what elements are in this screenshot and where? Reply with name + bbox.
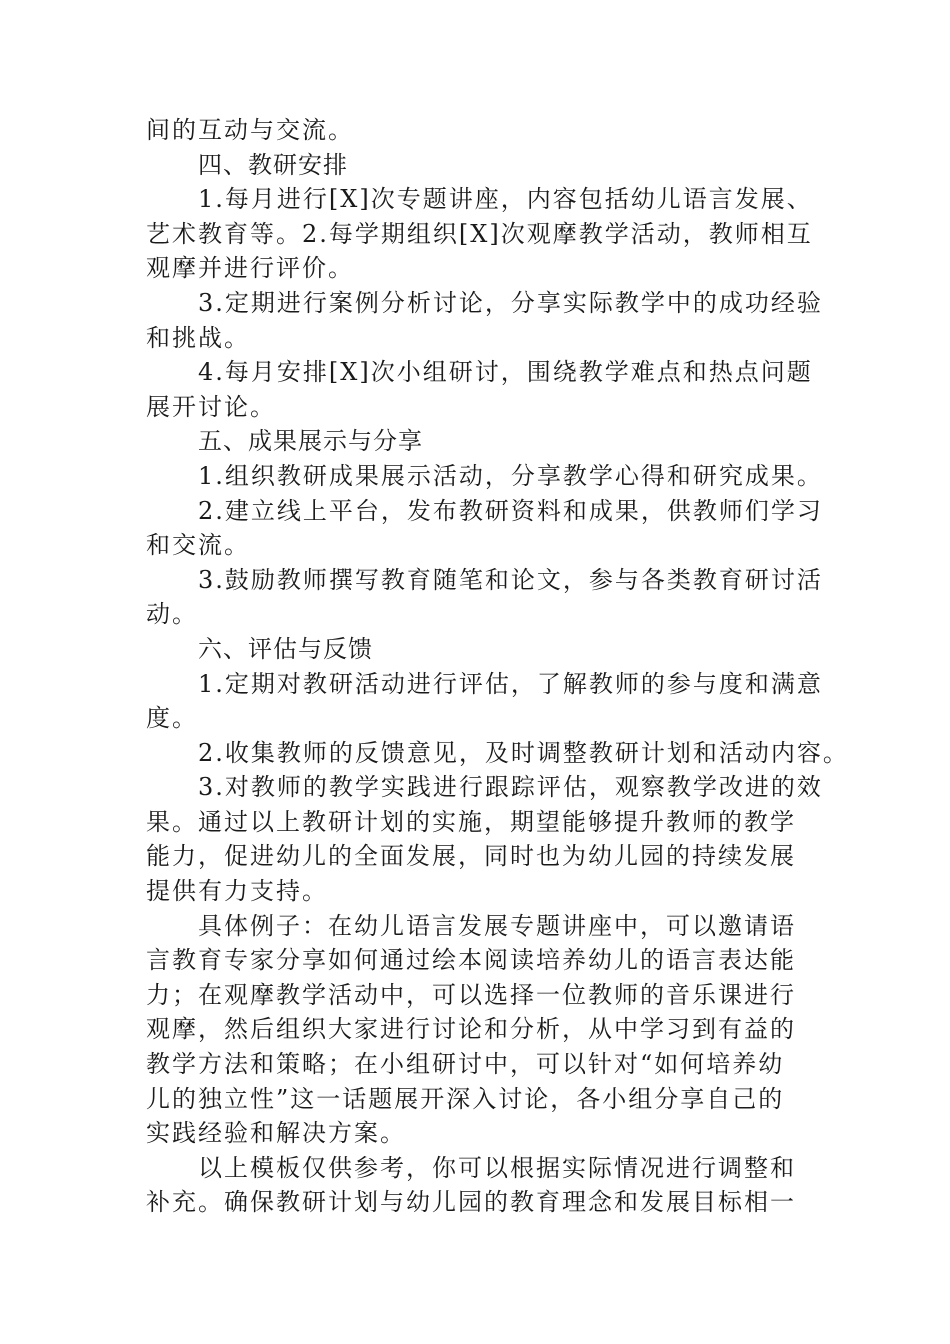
text-line: 具体例子：在幼儿语言发展专题讲座中，可以邀请语: [198, 911, 796, 940]
section-heading: 四、教研安排: [198, 150, 348, 179]
text-line: 动。: [146, 600, 198, 629]
text-line: 1.定期对教研活动进行评估，了解教师的参与度和满意: [198, 669, 823, 698]
text-line: 展开讨论。: [146, 392, 276, 421]
text-line: 2.收集教师的反馈意见，及时调整教研计划和活动内容。: [198, 738, 849, 767]
text-line: 度。: [146, 704, 198, 733]
section-heading: 五、成果展示与分享: [198, 427, 423, 456]
text-line: 教学方法和策略；在小组研讨中，可以针对“如何培养幼: [146, 1050, 785, 1079]
text-line: 1.每月进行[X]次专题讲座，内容包括幼儿语言发展、: [198, 185, 813, 214]
text-line: 力；在观摩教学活动中，可以选择一位教师的音乐课进行: [146, 980, 796, 1009]
text-line: 2.建立线上平台，发布教研资料和成果，供教师们学习: [198, 496, 823, 525]
text-line: 补充。确保教研计划与幼儿园的教育理念和发展目标相一: [146, 1188, 796, 1217]
text-line: 以上模板仅供参考，你可以根据实际情况进行调整和: [198, 1153, 796, 1182]
text-line: 观摩并进行评价。: [146, 254, 354, 283]
text-line: 能力，促进幼儿的全面发展，同时也为幼儿园的持续发展: [146, 842, 796, 871]
section-heading: 六、评估与反馈: [198, 634, 373, 663]
text-line: 果。通过以上教研计划的实施，期望能够提升教师的教学: [146, 807, 796, 836]
text-line: 观摩，然后组织大家进行讨论和分析，从中学习到有益的: [146, 1015, 796, 1044]
text-line: 实践经验和解决方案。: [146, 1119, 406, 1148]
text-line: 儿的独立性”这一话题展开深入讨论，各小组分享自己的: [146, 1084, 785, 1113]
text-line: 3.鼓励教师撰写教育随笔和论文，参与各类教育研讨活: [198, 565, 823, 594]
text-line: 提供有力支持。: [146, 877, 328, 906]
text-line: 和交流。: [146, 531, 250, 560]
text-line: 和挑战。: [146, 323, 250, 352]
text-line: 4.每月安排[X]次小组研讨，围绕教学难点和热点问题: [198, 358, 813, 387]
document-page: [146, 113, 849, 1220]
text-line: 3.定期进行案例分析讨论，分享实际教学中的成功经验: [198, 288, 823, 317]
text-line: 间的互动与交流。: [146, 116, 354, 144]
text-line: 1.组织教研成果展示活动，分享教学心得和研究成果。: [198, 461, 823, 490]
text-line: 3.对教师的教学实践进行跟踪评估，观察教学改进的效: [198, 773, 823, 802]
text-line: 言教育专家分享如何通过绘本阅读培养幼儿的语言表达能: [146, 946, 796, 975]
text-line: 艺术教育等。2.每学期组织[X]次观摩教学活动，教师相互: [146, 219, 813, 248]
